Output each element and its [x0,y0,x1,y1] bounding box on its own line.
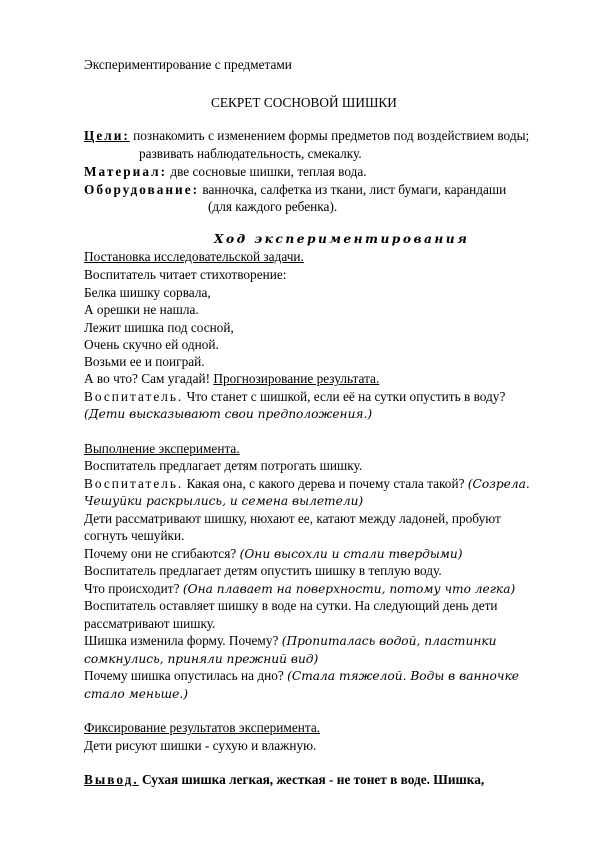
goals-text-2: развивать наблюдательность, смекалку. [139,146,362,161]
answer-text: (Они высохли и стали твердыми) [239,547,463,561]
section2-line: Воспитатель предлагает детям опустить шишку в теплую воду. [84,563,442,578]
answer-text: стало меньше.) [84,687,188,701]
teacher-question: Какая она, с какого дерева и почему стала такой? [186,476,465,491]
material-text: две сосновые шишки, теплая вода. [170,164,367,179]
goals-line-1 [84,128,529,144]
question-line [84,546,462,562]
document-title: СЕКРЕТ СОСНОВОЙ ШИШКИ [211,95,397,110]
material-line [84,164,367,180]
poem-line: Лежит шишка под сосной, [84,320,234,335]
teacher-question-line [84,389,505,405]
poem-line: А орешки не нашла. [84,302,199,317]
course-heading: Ход экспериментирования [214,232,470,246]
poem-line: Возьми ее и поиграй. [84,354,205,369]
section2-line: Дети рассматривают шишку, нюхают ее, катают между ладоней, пробуют [84,511,501,526]
children-answer: (Дети высказывают свои предположения.) [84,407,373,421]
riddle-text: А во что? Сам угадай! [84,371,211,386]
equipment-text-2: (для каждого ребенка). [208,199,338,214]
section2-line: Воспитатель оставляет шишку в воде на сутки. На следующий день дети [84,598,498,613]
forecast-heading: Прогнозирование результата. [213,371,380,386]
poem-line: Белка шишку сорвала, [84,285,211,300]
question-line [84,633,497,649]
question-line [84,581,515,597]
question-text: Почему они не сгибаются? [84,546,237,561]
teacher-label: Воспитатель. [84,476,184,491]
goals-label: Цели: [84,128,130,143]
document-header: Экспериментирование с предметами [84,57,292,72]
section1-heading: Постановка исследовательской задачи. [84,249,304,264]
section1-intro: Воспитатель читает стихотворение: [84,267,287,282]
section3-text: Дети рисуют шишки - сухую и влажную. [84,738,317,753]
section2-line: Воспитатель предлагает детям потрогать шишку. [84,458,363,473]
answer-text: (Созрела. [467,477,530,491]
section2-line: рассматривают шишку. [84,616,216,631]
question-text: Шишка изменила форму. Почему? [84,633,279,648]
answer-text: (Она плавает на поверхности, потому что легка) [182,582,516,596]
conclusion-label: Вывод. [84,772,139,787]
conclusion-line [84,772,484,788]
riddle-line [84,371,379,387]
goals-text-1: познакомить с изменением формы предметов под воздействием воды; [133,128,530,143]
section2-teacher-line [84,476,530,492]
answer-text: сомкнулись, приняли прежний вид) [84,652,319,666]
equipment-line-1 [84,182,506,198]
poem-line: Очень скучно ей одной. [84,337,219,352]
teacher-label: Воспитатель. [84,389,184,404]
equipment-label: Оборудование: [84,182,200,197]
teacher-question: Что станет с шишкой, если её на сутки опустить в воду? [186,389,506,404]
section2-line: согнуть чешуйки. [84,528,185,543]
question-text: Почему шишка опустилась на дно? [84,668,284,683]
equipment-text-1: ванночка, салфетка из ткани, лист бумаги, карандаши [202,182,507,197]
section2-heading: Выполнение эксперимента. [84,441,240,456]
conclusion-text: Сухая шишка легкая, жесткая - не тонет в воде. Шишка, [142,772,485,787]
answer-text: (Пропиталась водой, пластинки [281,634,497,648]
answer-text: Чешуйки раскрылись, и семена вылетели) [84,494,364,508]
question-line [84,668,519,684]
question-text: Что происходит? [84,581,180,596]
section3-heading: Фиксирование результатов эксперимента. [84,720,321,735]
material-label: Материал: [84,164,167,179]
answer-text: (Стала тяжелой. Воды в ванночке [287,669,519,683]
